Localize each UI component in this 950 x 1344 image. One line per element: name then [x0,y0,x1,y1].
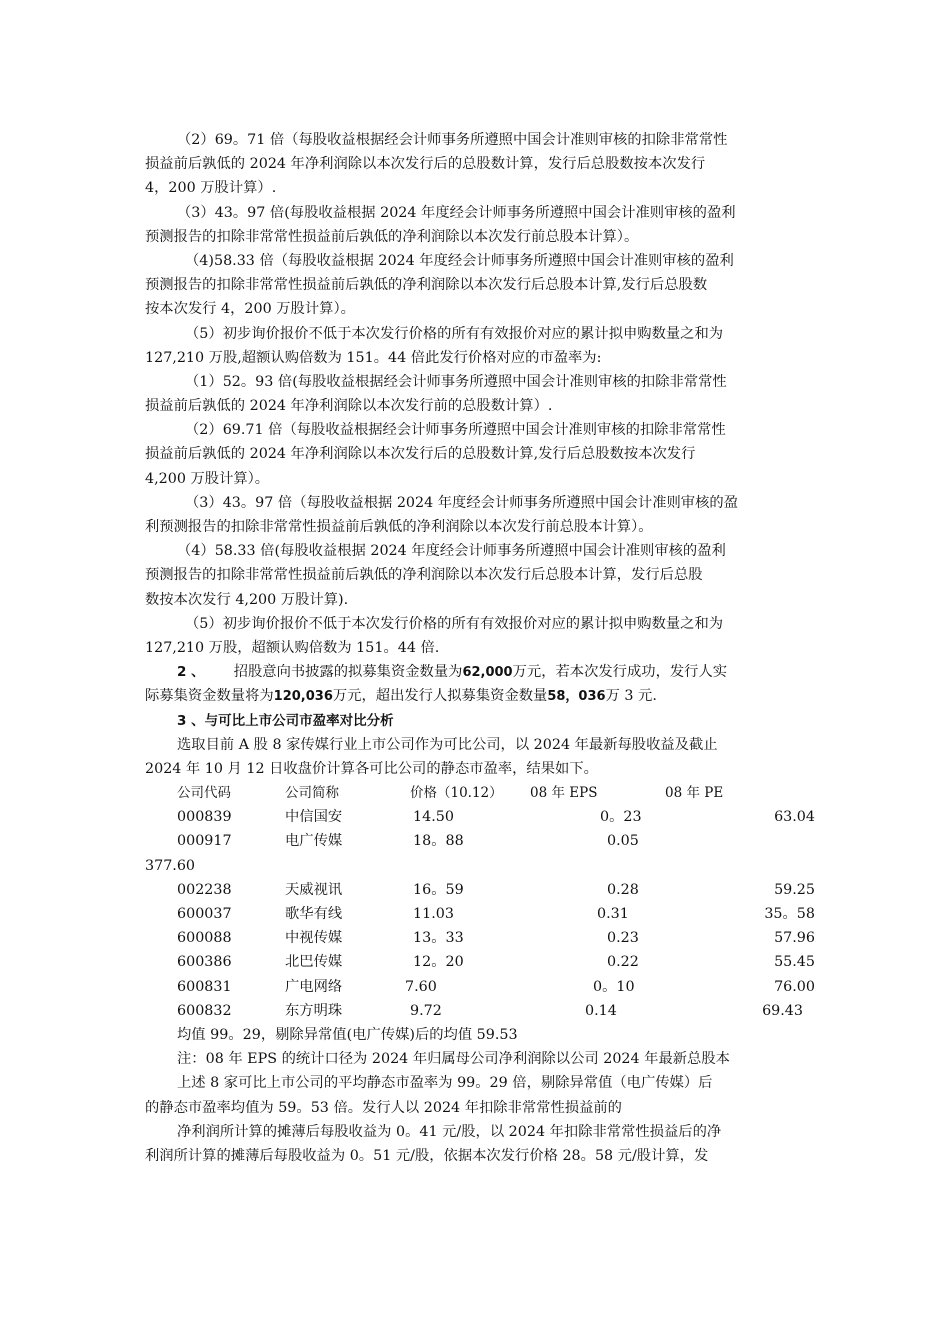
section-2-value: 62,000 [462,665,513,681]
cell-eps: 0.31 [597,906,629,922]
cell-price: 9.72 [410,1002,442,1019]
paragraph-line: 利预测报告的扣除非常常性损益前后孰低的净利润除以本次发行前总股本计算）。 [145,519,653,535]
cell-price: 13。33 [413,930,464,947]
cell-pe: 55.45 [774,954,815,971]
cell-price: 18。88 [413,833,464,850]
cell-eps: 0.05 [607,833,639,850]
cell-pe: 76.00 [774,978,815,995]
cell-code: 600831 [177,978,232,995]
table-header-cell: 08 年 EPS [530,785,598,802]
paragraph-line: 预测报告的扣除非常常性损益前后孰低的净利润除以本次发行后总股本计算，发行后总股 [145,567,703,584]
table-header-cell: 价格（10.12） [410,785,503,802]
table-row [145,805,815,829]
paragraph-line: 2024 年 10 月 12 日收盘价计算各可比公司的静态市盈率，结果如下。 [145,760,598,777]
cell-code: 600386 [177,954,232,971]
cell-pe: 35。58 [764,906,815,922]
cell-pe: 59.25 [774,881,815,898]
cell-name: 东方明珠 [285,1002,343,1019]
document-page [145,128,815,1168]
paragraph-line: 预测报告的扣除非常常性损益前后孰低的净利润除以本次发行后总股本计算,发行后总股数 [145,277,708,294]
cell-name: 歌华有线 [285,906,343,922]
cell-code: 600088 [177,930,232,947]
cell-price: 11.03 [413,906,454,922]
table-header-cell: 公司代码 [177,785,231,802]
cell-pe: 69.43 [762,1002,803,1019]
cell-name: 中视传媒 [285,930,343,947]
paragraph-line: 损益前后孰低的 2024 年净利润除以本次发行前的总股数计算）. [145,398,553,415]
paragraph-line: 127,210 万股,超额认购倍数为 151。44 倍此发行价格对应的市盈率为: [145,349,602,366]
table-header-cell: 公司简称 [285,785,339,802]
cell-name: 中信国安 [285,809,343,826]
paragraph-line: 按本次发行 4，200 万股计算）。 [145,301,355,318]
paragraph-line: （4）58.33 倍(每股收益根据 2024 年度经会计师事务所遵照中国会计准则审核的盈利 [177,543,726,560]
cell-code: 600037 [177,906,232,922]
cell-price: 16。59 [413,881,464,898]
cell-name: 广电网络 [285,978,343,995]
cell-eps: 0.22 [607,954,639,971]
table-row [145,999,815,1023]
paragraph-line: 利润所计算的摊薄后每股收益为 0。51 元/股，依据本次发行价格 28。58 元/股计算，发 [145,1147,709,1164]
cell-name: 天威视讯 [285,881,343,898]
average-line: 均值 99。29，剔除异常值(电广传媒)后的均值 59.53 [177,1026,518,1043]
section-2-text: 招股意向书披露的拟募集资金数量为 [233,664,463,681]
cell-pe: 377.60 [145,857,196,874]
table-row [145,950,815,974]
paragraph-line: 数按本次发行 4,200 万股计算). [145,591,349,608]
paragraph-line: （4)58.33 倍（每股收益根据 2024 年度经会计师事务所遵照中国会计准则审核的盈利 [185,252,734,269]
table-row [145,975,815,999]
cell-name: 北巴传媒 [285,954,343,971]
cell-pe: 57.96 [774,930,815,947]
paragraph-line: （5）初步询价报价不低于本次发行价格的所有有效报价对应的累计拟申购数量之和为 [185,325,724,342]
section-3-title: 3 、与可比上市公司市盈率对比分析 [177,712,394,729]
table-header [145,781,815,805]
table-row [145,829,815,853]
section-2-value: 120,036 [273,689,333,705]
paragraph-line: 127,210 万股，超额认购倍数为 151。44 倍. [145,639,440,656]
paragraph-line: （3）43。97 倍（每股收益根据 2024 年度经会计师事务所遵照中国会计准则审核的盈 [185,494,738,511]
paragraph-line: （5）初步询价报价不低于本次发行价格的所有有效报价对应的累计拟申购数量之和为 [185,615,724,632]
paragraph-line: 4，200 万股计算）. [145,180,277,197]
section-2-text: 际募集资金数量将为 [145,688,274,705]
cell-eps: 0。23 [600,809,642,826]
paragraph-line: 上述 8 家可比上市公司的平均静态市盈率为 99。29 倍，剔除异常值（电广传媒）后 [177,1075,713,1092]
paragraph-line: 选取目前 A 股 8 家传媒行业上市公司作为可比公司，以 2024 年最新每股收益及截止 [177,736,718,753]
paragraph-line: （1）52。93 倍(每股收益根据经会计师事务所遵照中国会计准则审核的扣除非常常性 [185,373,727,390]
section-2-number: 2 、 [177,664,205,681]
cell-code: 000839 [177,809,232,826]
section-2-value: 58，036 [547,689,606,705]
cell-eps: 0.14 [585,1002,617,1019]
section-2-line [145,660,815,684]
paragraph-line: 预测报告的扣除非常常性损益前后孰低的净利润除以本次发行前总股本计算）。 [145,228,639,245]
section-2-text: 万 3 元. [605,688,657,705]
paragraph-line: （3）43。97 倍(每股收益根据 2024 年度经会计师事务所遵照中国会计准则审核的盈利 [177,204,736,221]
table-row [145,878,815,902]
section-2-text: 万元，若本次发行成功，发行人实 [512,664,728,681]
note-line: 注：08 年 EPS 的统计口径为 2024 年归属母公司净利润除以公司 2024 年最新总股本 [177,1051,730,1068]
cell-price: 14.50 [413,809,454,826]
cell-price: 12。20 [413,954,464,971]
cell-code: 600832 [177,1002,232,1019]
section-2-line [145,684,815,708]
cell-name: 电广传媒 [285,833,343,850]
section-2-text: 万元，超出发行人拟募集资金数量 [332,688,548,705]
cell-eps: 0.23 [607,930,639,947]
paragraph-line: 的静态市盈率均值为 59。53 倍。发行人以 2024 年扣除非常常性损益前的 [145,1099,622,1116]
cell-eps: 0。10 [593,978,635,995]
paragraph-line: 4,200 万股计算）。 [145,470,270,487]
paragraph-line: 损益前后孰低的 2024 年净利润除以本次发行后的总股数计算,发行后总股数按本次发行 [145,446,696,463]
table-header-cell: 08 年 PE [665,785,724,802]
paragraph-line: 净利润所计算的摊薄后每股收益为 0。41 元/股，以 2024 年扣除非常常性损益后的净 [177,1123,722,1140]
table-row [145,902,815,926]
paragraph-line: （2）69.71 倍（每股收益根据经会计师事务所遵照中国会计准则审核的扣除非常常性 [185,422,726,439]
paragraph-line: 损益前后孰低的 2024 年净利润除以本次发行后的总股数计算，发行后总股数按本次发行 [145,156,706,173]
cell-code: 002238 [177,881,232,898]
cell-code: 000917 [177,833,232,850]
table-row-wrap [145,854,815,878]
cell-price: 7.60 [405,978,437,995]
cell-eps: 0.28 [607,881,639,898]
paragraph-line: （2）69。71 倍（每股收益根据经会计师事务所遵照中国会计准则审核的扣除非常常性 [177,132,728,148]
table-row [145,926,815,950]
cell-pe: 63.04 [774,809,815,826]
